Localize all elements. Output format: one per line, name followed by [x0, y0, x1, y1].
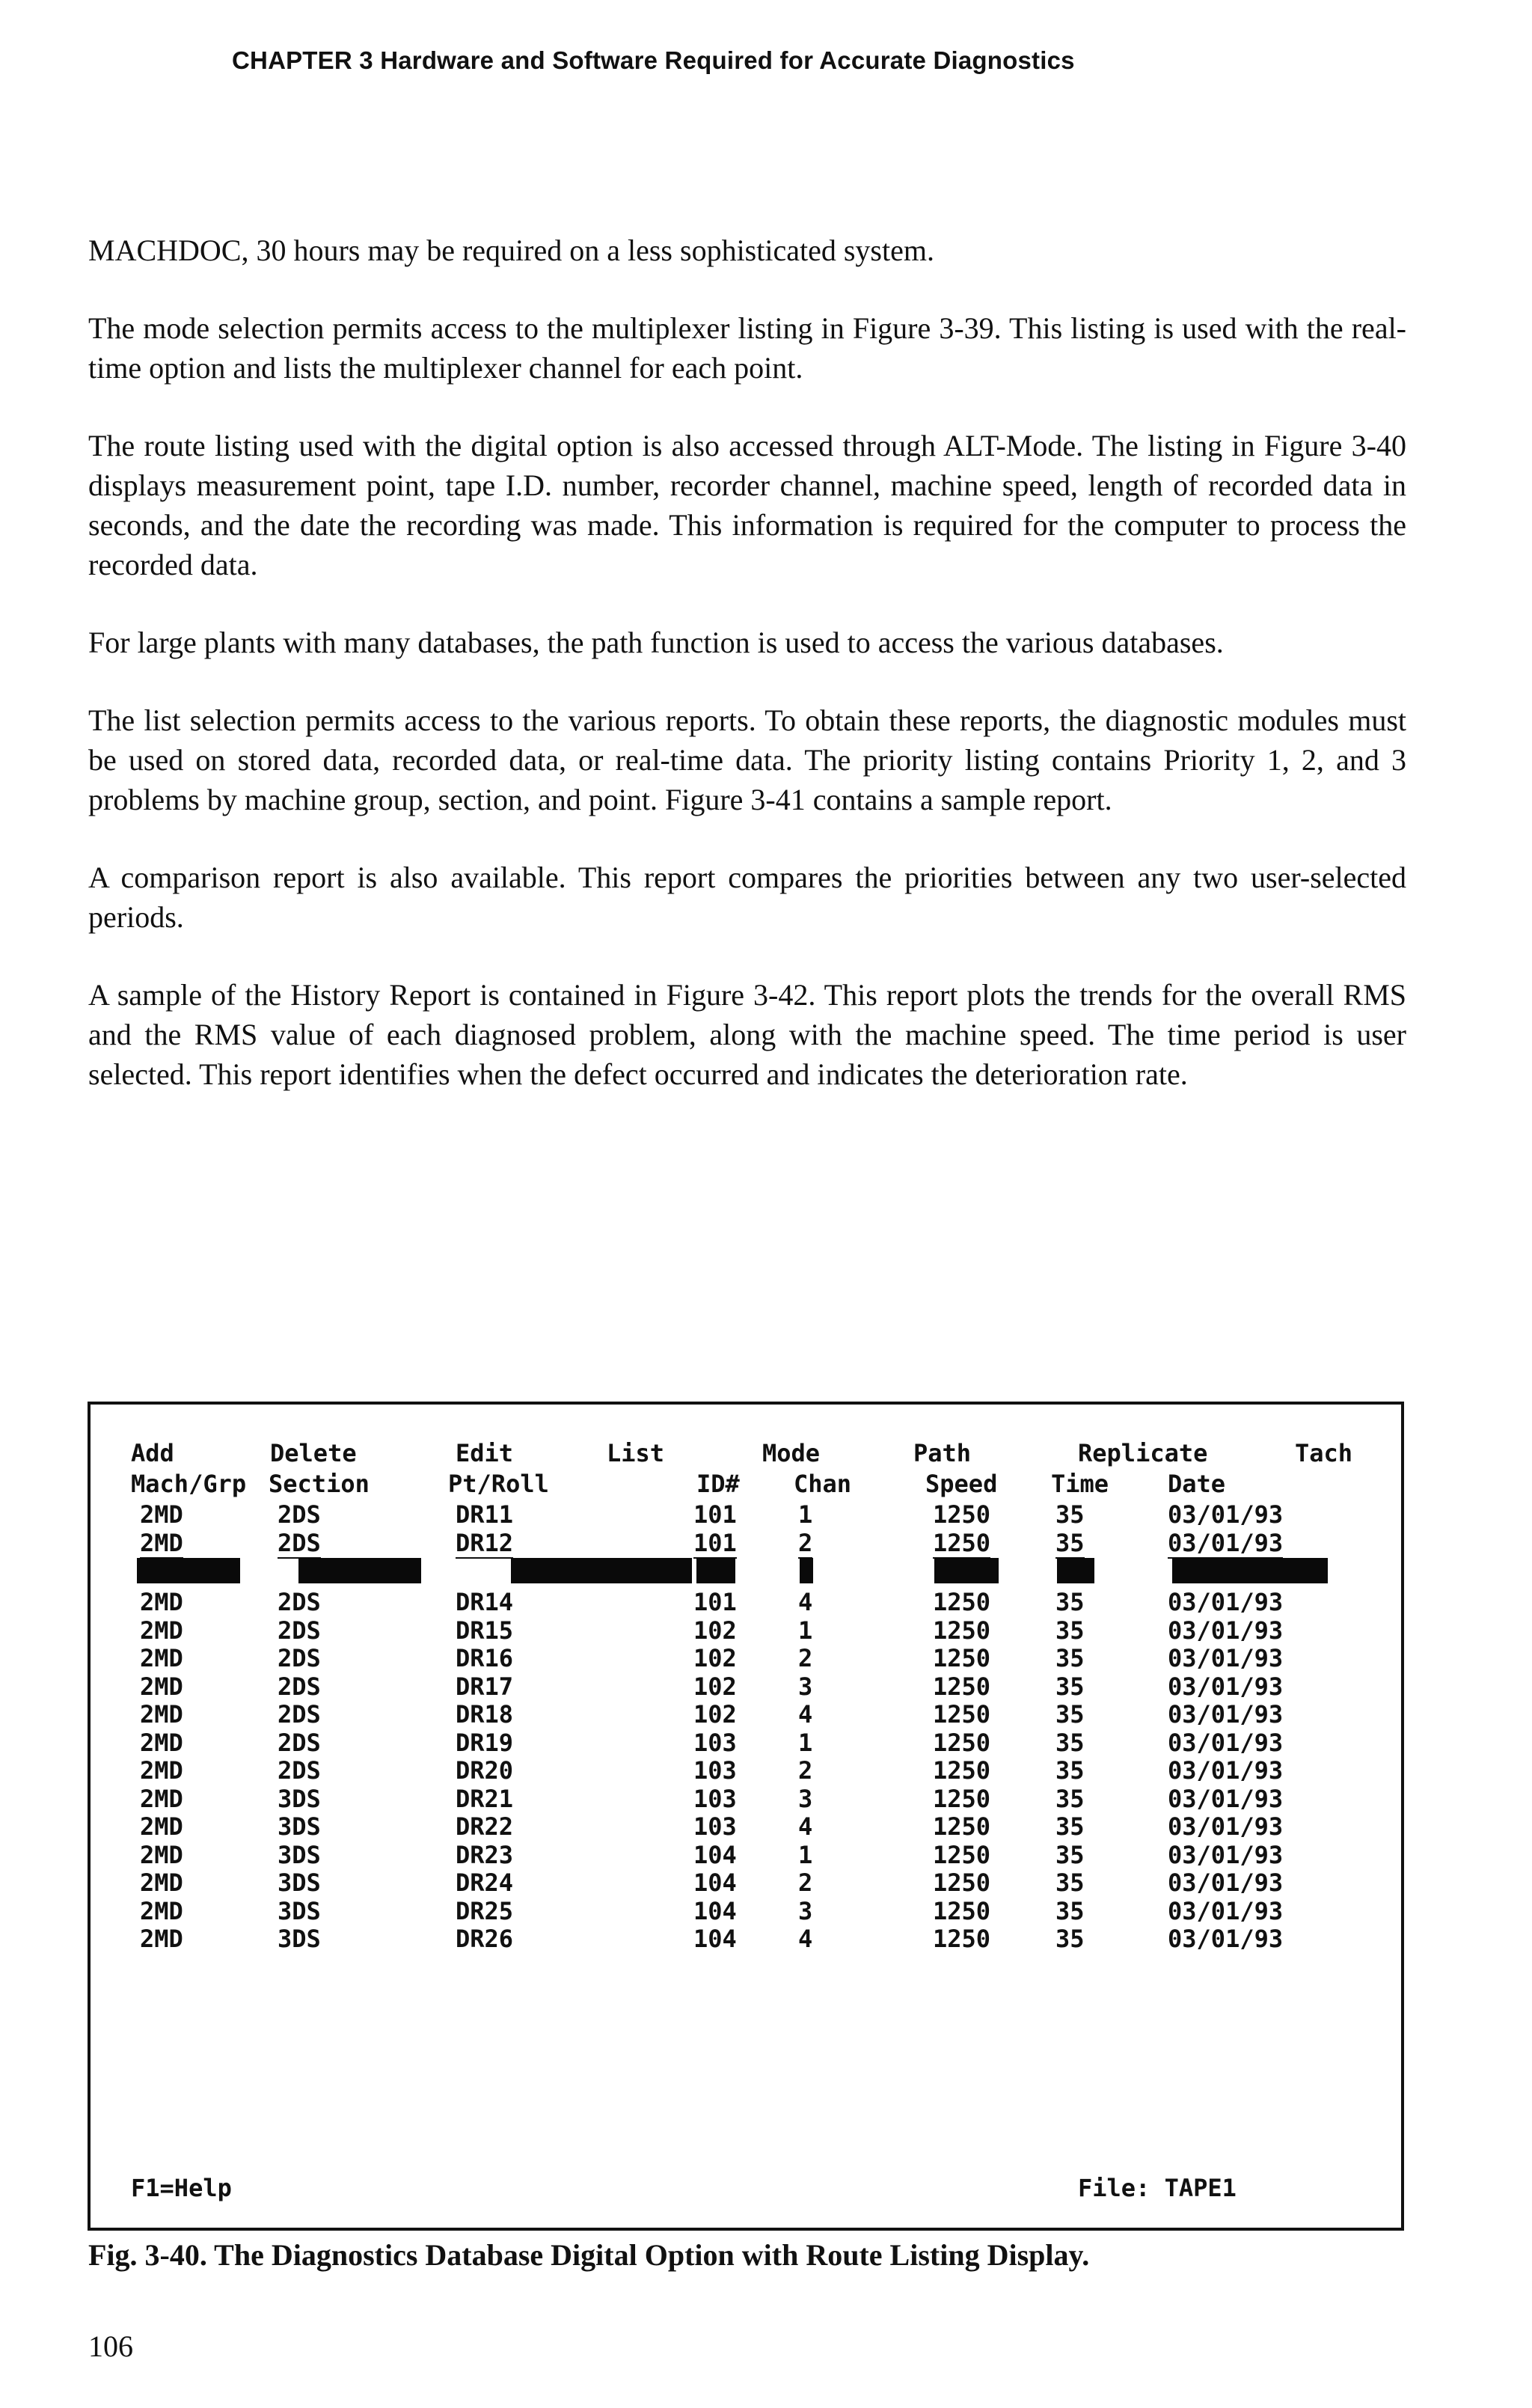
- cell-chan: 1: [798, 1840, 813, 1869]
- cell-date: 03/01/93: [1168, 1588, 1284, 1616]
- column-headers: [91, 1470, 1401, 1500]
- cell-time: 35: [1055, 1784, 1085, 1813]
- cell-id: 104: [693, 1868, 737, 1897]
- col-speed: Speed: [925, 1470, 998, 1498]
- cell-date: 03/01/93: [1168, 1500, 1284, 1529]
- paragraph: The mode selection permits access to the multiplexer listing in Figure 3-39. This listing is used with the real-time option and lists the multiplexer channel for each point.: [88, 311, 1406, 385]
- highlighted-row[interactable]: [91, 1556, 1401, 1588]
- cell-point: DR12: [456, 1528, 514, 1557]
- col-section: Section: [269, 1470, 370, 1498]
- cell-chan: 3: [798, 1784, 813, 1813]
- cell-mach: 2MD: [140, 1896, 183, 1925]
- paragraph: A comparison report is also available. This report compares the priorities between any two user-selected periods.: [88, 861, 1406, 934]
- cell-chan: 4: [798, 1925, 813, 1953]
- cell-point: DR17: [456, 1672, 514, 1701]
- cell-time: 35: [1055, 1896, 1085, 1925]
- menu-replicate[interactable]: Replicate: [1078, 1439, 1208, 1467]
- cell-date: 03/01/93: [1168, 1528, 1284, 1557]
- cell-chan: 2: [798, 1868, 813, 1897]
- paragraph: A sample of the History Report is contained in Figure 3-42. This report plots the trends for the overall RMS and the RMS value of each diagnosed problem, along with the machine speed. The time period is user selected. This report identifies when the defect occurred and indicates the deterioration rate.: [88, 978, 1406, 1091]
- cell-section: 3DS: [278, 1896, 321, 1925]
- col-time: Time: [1051, 1470, 1109, 1498]
- cell-date: 03/01/93: [1168, 1700, 1284, 1729]
- table-row[interactable]: [91, 1588, 1401, 1616]
- cell-speed: 1250: [933, 1925, 991, 1953]
- cell-point: DR23: [456, 1840, 514, 1869]
- table-row[interactable]: [91, 1729, 1401, 1757]
- highlight-block: [800, 1558, 813, 1583]
- cell-section: 2DS: [278, 1588, 321, 1616]
- cell-section: 2DS: [278, 1756, 321, 1785]
- cell-speed: 1250: [933, 1728, 991, 1757]
- cell-time: 35: [1055, 1588, 1085, 1616]
- cell-id: 104: [693, 1925, 737, 1953]
- cell-id: 104: [693, 1896, 737, 1925]
- cell-time: 35: [1055, 1672, 1085, 1701]
- cell-point: DR15: [456, 1616, 514, 1645]
- figure-caption: Fig. 3-40. The Diagnostics Database Digital Option with Route Listing Display.: [88, 2238, 1090, 2272]
- cell-mach: 2MD: [140, 1812, 183, 1841]
- cell-point: DR20: [456, 1756, 514, 1785]
- col-chan: Chan: [794, 1470, 852, 1498]
- menu-tach[interactable]: Tach: [1295, 1439, 1353, 1467]
- cell-mach: 2MD: [140, 1644, 183, 1672]
- cell-chan: 1: [798, 1728, 813, 1757]
- cell-id: 103: [693, 1756, 737, 1785]
- cell-speed: 1250: [933, 1896, 991, 1925]
- page-number: 106: [88, 2329, 133, 2363]
- col-id: ID#: [696, 1470, 740, 1498]
- cell-chan: 2: [798, 1756, 813, 1785]
- cell-date: 03/01/93: [1168, 1812, 1284, 1841]
- highlight-block: [1172, 1558, 1328, 1583]
- cell-time: 35: [1055, 1528, 1085, 1557]
- cell-section: 2DS: [278, 1644, 321, 1672]
- cell-time: 35: [1055, 1925, 1085, 1953]
- cell-chan: 2: [798, 1644, 813, 1672]
- cell-mach: 2MD: [140, 1700, 183, 1729]
- cell-speed: 1250: [933, 1840, 991, 1869]
- cell-time: 35: [1055, 1616, 1085, 1645]
- cell-id: 103: [693, 1728, 737, 1757]
- cell-chan: 3: [798, 1672, 813, 1701]
- cell-chan: 4: [798, 1812, 813, 1841]
- table-row[interactable]: [91, 1785, 1401, 1813]
- cell-id: 104: [693, 1840, 737, 1869]
- cell-section: 2DS: [278, 1700, 321, 1729]
- paragraph: The route listing used with the digital option is also accessed through ALT-Mode. The listing in Figure 3-40 displays measurement point, tape I.D. number, recorder channel, machine speed, length of recorded data in seconds, and the date the recording was made. This information is required for the computer to process the recorded data.: [88, 429, 1406, 581]
- cell-time: 35: [1055, 1812, 1085, 1841]
- cell-point: DR19: [456, 1728, 514, 1757]
- cell-point: DR25: [456, 1896, 514, 1925]
- highlight-block: [934, 1558, 999, 1583]
- cell-chan: 1: [798, 1616, 813, 1645]
- cell-mach: 2MD: [140, 1500, 183, 1529]
- highlight-block: [696, 1558, 735, 1583]
- cell-time: 35: [1055, 1700, 1085, 1729]
- cell-id: 103: [693, 1784, 737, 1813]
- highlight-block: [298, 1558, 421, 1583]
- cell-mach: 2MD: [140, 1672, 183, 1701]
- cell-time: 35: [1055, 1868, 1085, 1897]
- cell-point: DR16: [456, 1644, 514, 1672]
- menu-delete[interactable]: Delete: [270, 1439, 357, 1467]
- paragraph: The list selection permits access to the various reports. To obtain these reports, the diagnostic modules must be used on stored data, recorded data, or real-time data. The priority listing contains Priority 1, 2, and 3 problems by machine group, section, and point. Figure 3-41 contains a sample report.: [88, 703, 1406, 816]
- menu-edit[interactable]: Edit: [456, 1439, 514, 1467]
- cell-id: 101: [693, 1588, 737, 1616]
- help-hint[interactable]: F1=Help: [131, 2174, 232, 2202]
- cell-section: 3DS: [278, 1840, 321, 1869]
- cell-chan: 1: [798, 1500, 813, 1529]
- cell-chan: 2: [798, 1528, 813, 1557]
- menu-list[interactable]: List: [607, 1439, 665, 1467]
- col-date: Date: [1168, 1470, 1226, 1498]
- cell-mach: 2MD: [140, 1868, 183, 1897]
- table-row[interactable]: [91, 1644, 1401, 1672]
- cell-time: 35: [1055, 1644, 1085, 1672]
- cell-speed: 1250: [933, 1528, 991, 1557]
- cell-date: 03/01/93: [1168, 1868, 1284, 1897]
- cell-time: 35: [1055, 1728, 1085, 1757]
- cell-date: 03/01/93: [1168, 1840, 1284, 1869]
- cell-speed: 1250: [933, 1616, 991, 1645]
- cell-speed: 1250: [933, 1868, 991, 1897]
- cell-speed: 1250: [933, 1700, 991, 1729]
- cell-date: 03/01/93: [1168, 1672, 1284, 1701]
- paragraph: For large plants with many databases, the path function is used to access the various databases.: [88, 626, 1224, 659]
- cell-id: 102: [693, 1700, 737, 1729]
- cell-date: 03/01/93: [1168, 1784, 1284, 1813]
- cell-date: 03/01/93: [1168, 1616, 1284, 1645]
- highlight-block: [137, 1558, 240, 1583]
- cell-mach: 2MD: [140, 1528, 183, 1557]
- cell-id: 102: [693, 1644, 737, 1672]
- cell-mach: 2MD: [140, 1756, 183, 1785]
- cell-time: 35: [1055, 1500, 1085, 1529]
- cell-point: DR14: [456, 1588, 514, 1616]
- menu-path[interactable]: Path: [913, 1439, 972, 1467]
- file-indicator: File: TAPE1: [1078, 2174, 1237, 2202]
- col-mach-grp: Mach/Grp: [131, 1470, 247, 1498]
- cell-speed: 1250: [933, 1784, 991, 1813]
- cell-point: DR11: [456, 1500, 514, 1529]
- cell-point: DR24: [456, 1868, 514, 1897]
- route-table: [91, 1500, 1401, 1953]
- cell-date: 03/01/93: [1168, 1756, 1284, 1785]
- table-row[interactable]: [91, 1500, 1401, 1529]
- table-row[interactable]: [91, 1700, 1401, 1729]
- cell-mach: 2MD: [140, 1728, 183, 1757]
- cell-section: 2DS: [278, 1500, 321, 1529]
- cell-section: 3DS: [278, 1812, 321, 1841]
- cell-point: DR26: [456, 1925, 514, 1953]
- cell-time: 35: [1055, 1756, 1085, 1785]
- cell-id: 102: [693, 1616, 737, 1645]
- menu-mode[interactable]: Mode: [762, 1439, 821, 1467]
- cell-section: 3DS: [278, 1868, 321, 1897]
- highlight-block: [1057, 1558, 1094, 1583]
- cell-speed: 1250: [933, 1812, 991, 1841]
- paragraph: MACHDOC, 30 hours may be required on a less sophisticated system.: [88, 233, 934, 267]
- table-row[interactable]: [91, 1868, 1401, 1897]
- cell-speed: 1250: [933, 1500, 991, 1529]
- cell-point: DR18: [456, 1700, 514, 1729]
- cell-section: 3DS: [278, 1925, 321, 1953]
- cell-section: 2DS: [278, 1616, 321, 1645]
- menu-add[interactable]: Add: [131, 1439, 174, 1467]
- table-row[interactable]: [91, 1616, 1401, 1645]
- cell-id: 101: [693, 1500, 737, 1529]
- route-listing-screen: [88, 1402, 1404, 2231]
- cell-id: 103: [693, 1812, 737, 1841]
- cell-speed: 1250: [933, 1644, 991, 1672]
- table-row[interactable]: [91, 1897, 1401, 1925]
- cell-speed: 1250: [933, 1672, 991, 1701]
- cell-section: 3DS: [278, 1784, 321, 1813]
- cell-chan: 4: [798, 1700, 813, 1729]
- highlight-block: [511, 1558, 692, 1583]
- menu-bar: [91, 1439, 1401, 1469]
- cell-date: 03/01/93: [1168, 1728, 1284, 1757]
- cell-mach: 2MD: [140, 1588, 183, 1616]
- cell-mach: 2MD: [140, 1784, 183, 1813]
- cell-section: 2DS: [278, 1728, 321, 1757]
- body-text: [88, 230, 1406, 1132]
- cell-id: 102: [693, 1672, 737, 1701]
- cell-mach: 2MD: [140, 1616, 183, 1645]
- cell-date: 03/01/93: [1168, 1925, 1284, 1953]
- cell-chan: 3: [798, 1896, 813, 1925]
- cell-section: 2DS: [278, 1672, 321, 1701]
- table-row[interactable]: [91, 1812, 1401, 1841]
- cell-section: 2DS: [278, 1528, 321, 1557]
- cell-mach: 2MD: [140, 1840, 183, 1869]
- chapter-header: CHAPTER 3 Hardware and Software Required for Accurate Diagnostics: [232, 46, 1075, 74]
- cell-mach: 2MD: [140, 1925, 183, 1953]
- table-row[interactable]: [91, 1841, 1401, 1869]
- table-row[interactable]: [91, 1756, 1401, 1785]
- col-pt-roll: Pt/Roll: [448, 1470, 549, 1498]
- cell-point: DR21: [456, 1784, 514, 1813]
- cell-time: 35: [1055, 1840, 1085, 1869]
- cell-speed: 1250: [933, 1756, 991, 1785]
- cell-id: 101: [693, 1528, 737, 1557]
- table-row[interactable]: [91, 1529, 1401, 1557]
- cell-date: 03/01/93: [1168, 1896, 1284, 1925]
- table-row[interactable]: [91, 1672, 1401, 1701]
- table-row[interactable]: [91, 1925, 1401, 1953]
- cell-chan: 4: [798, 1588, 813, 1616]
- cell-date: 03/01/93: [1168, 1644, 1284, 1672]
- cell-point: DR22: [456, 1812, 514, 1841]
- cell-speed: 1250: [933, 1588, 991, 1616]
